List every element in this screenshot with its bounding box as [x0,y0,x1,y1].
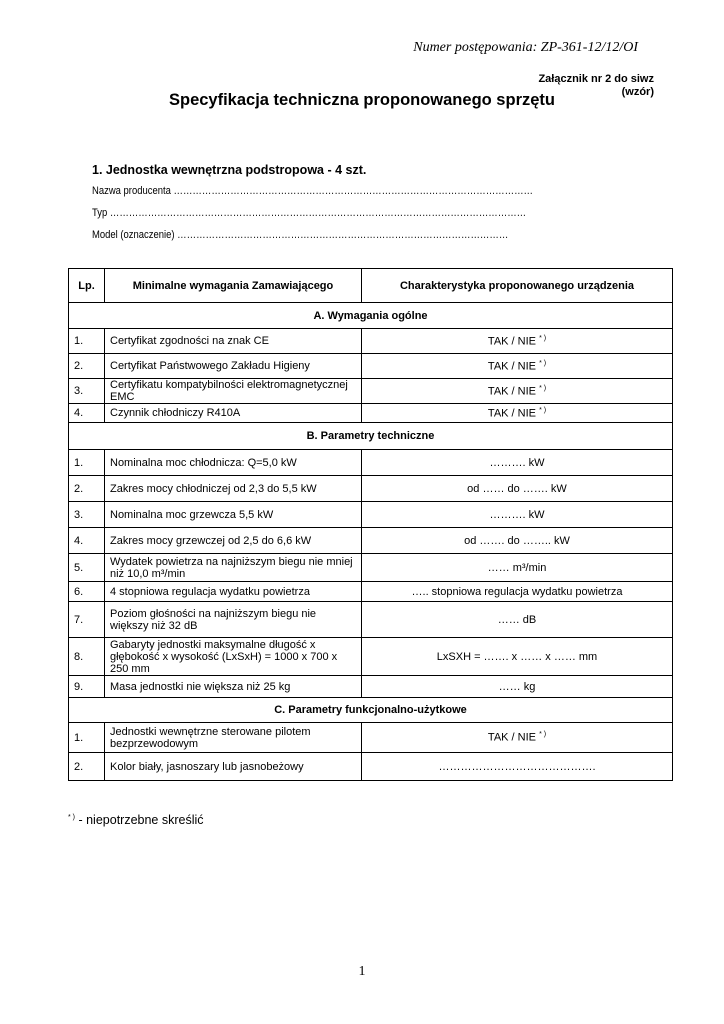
row-number: 2. [69,753,105,781]
characteristic-cell[interactable] [362,723,673,753]
row-number: 2. [69,476,105,502]
row-number: 1. [69,723,105,753]
requirement-cell: Zakres mocy grzewczej od 2,5 do 6,6 kW [105,528,362,554]
characteristic-value: …… kg [498,680,536,693]
header-characteristics: Charakterystyka proponowanego urządzenia [362,269,673,303]
footnote-mark: * ) [68,813,75,821]
requirement-cell: 4 stopniowa regulacja wydatku powietrza [105,582,362,602]
header-requirements: Minimalne wymagania Zamawiającego [105,269,362,303]
characteristic-value: TAK / NIE [487,335,537,348]
producer-field: Nazwa producenta …………………………………………………………………………………………………… [92,185,533,197]
characteristic-cell[interactable] [362,354,673,379]
row-number: 3. [69,502,105,528]
requirement-cell: Nominalna moc grzewcza 5,5 kW [105,502,362,528]
header-lp: Lp. [69,269,105,303]
characteristic-value: od …… do ……. kW [467,482,567,495]
row-number: 3. [69,379,105,404]
characteristic-value: TAK / NIE [487,360,537,373]
characteristic-value: ………. kW [489,508,545,521]
footnote-mark: * ) [539,384,547,392]
characteristic-value: ………. kW [489,456,545,469]
case-number: Numer postępowania: ZP-361-12/12/OI [413,40,638,55]
footnote-mark: * ) [539,731,547,739]
row-number: 2. [69,354,105,379]
characteristic-cell[interactable] [362,329,673,354]
table-row [69,329,673,354]
characteristic-cell[interactable] [362,554,673,582]
characteristic-cell[interactable] [362,528,673,554]
section-title: A. Wymagania ogólne [69,303,673,329]
requirement-cell: Certyfikatu kompatybilności elektromagnetycznej EMC [105,379,362,404]
characteristic-value: TAK / NIE [487,731,537,744]
attachment-line1: Załącznik nr 2 do siwz [538,73,654,85]
characteristic-value: ……………………………………. [438,760,596,773]
row-number: 7. [69,602,105,638]
section-row [69,698,673,723]
table-row [69,450,673,476]
table-row [69,554,673,582]
characteristic-value: ….. stopniowa regulacja wydatku powietrza [411,585,623,598]
table-row [69,753,673,781]
spec-table [68,268,673,781]
section-row [69,423,673,450]
characteristic-cell[interactable] [362,676,673,698]
table-row [69,404,673,423]
characteristic-value: TAK / NIE [487,407,537,420]
table-row [69,354,673,379]
characteristic-cell[interactable] [362,404,673,423]
characteristic-value: TAK / NIE [487,385,537,398]
section-row [69,303,673,329]
characteristic-cell[interactable] [362,476,673,502]
characteristic-cell[interactable] [362,379,673,404]
requirement-cell: Poziom głośności na najniższym biegu nie większy niż 32 dB [105,602,362,638]
table-row [69,638,673,676]
requirement-cell: Nominalna moc chłodnicza: Q=5,0 kW [105,450,362,476]
characteristic-value: …… dB [497,613,537,626]
row-number: 1. [69,450,105,476]
section-heading: 1. Jednostka wewnętrzna podstropowa - 4 szt. [92,163,367,177]
requirement-cell: Certyfikat Państwowego Zakładu Higieny [105,354,362,379]
page-number: 1 [358,964,366,979]
characteristic-cell[interactable] [362,753,673,781]
row-number: 4. [69,404,105,423]
table-row [69,582,673,602]
row-number: 9. [69,676,105,698]
characteristic-value: LxSXH = ……. x …… x …… mm [436,650,598,663]
table-row [69,476,673,502]
footnote [68,813,204,827]
requirement-cell: Kolor biały, jasnoszary lub jasnobeżowy [105,753,362,781]
table-row [69,602,673,638]
section-title: C. Parametry funkcjonalno-użytkowe [69,698,673,723]
characteristic-cell[interactable] [362,502,673,528]
footnote-mark: * ) [539,359,547,367]
row-number: 5. [69,554,105,582]
footnote-mark: * ) [539,334,547,342]
row-number: 1. [69,329,105,354]
table-row [69,723,673,753]
row-number: 8. [69,638,105,676]
section-title: B. Parametry techniczne [69,423,673,450]
table-row [69,676,673,698]
characteristic-cell[interactable] [362,602,673,638]
requirement-cell: Gabaryty jednostki maksymalne długość x głębokość x wysokość (LxSxH) = 1000 x 700 x 250 mm [105,638,362,676]
footnote-text: - niepotrzebne skreślić [75,813,204,827]
model-field: Model (oznaczenie) …………………………………………………………………………………………… [92,229,509,241]
requirement-cell: Zakres mocy chłodniczej od 2,3 do 5,5 kW [105,476,362,502]
table-header-row [69,269,673,303]
requirement-cell: Masa jednostki nie większa niż 25 kg [105,676,362,698]
characteristic-value: …… m³/min [487,561,547,574]
requirement-cell: Czynnik chłodniczy R410A [105,404,362,423]
row-number: 4. [69,528,105,554]
characteristic-value: od ……. do …….. kW [464,534,570,547]
attachment-line2: (wzór) [621,86,654,98]
requirement-cell: Jednostki wewnętrzne sterowane pilotem bezprzewodowym [105,723,362,753]
row-number: 6. [69,582,105,602]
characteristic-cell[interactable] [362,450,673,476]
table-row [69,528,673,554]
table-row [69,502,673,528]
table-row [69,379,673,404]
requirement-cell: Wydatek powietrza na najniższym biegu nie mniej niż 10,0 m³/min [105,554,362,582]
requirement-cell: Certyfikat zgodności na znak CE [105,329,362,354]
page-title: Specyfikacja techniczna proponowanego sprzętu [168,91,555,109]
footnote-mark: * ) [539,406,547,414]
type-field: Typ …………………………………………………………………………………………………………………… [92,207,527,219]
characteristic-cell[interactable] [362,638,673,676]
characteristic-cell[interactable] [362,582,673,602]
